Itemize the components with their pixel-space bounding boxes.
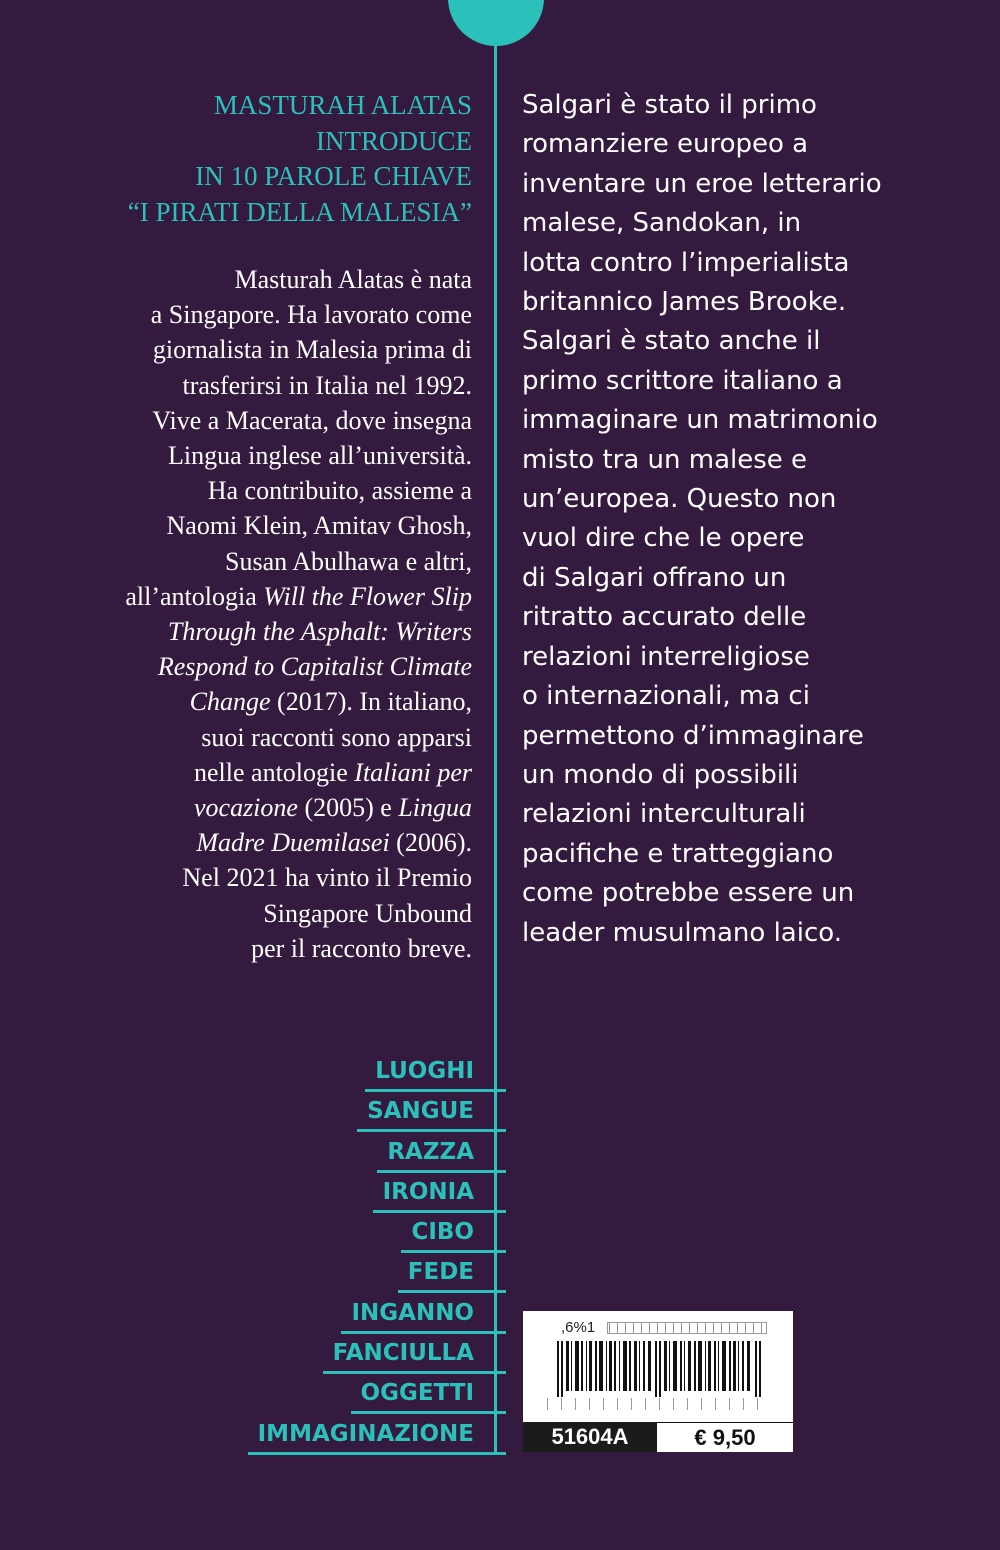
bio-line: a Singapore. Ha lavorato come [150, 300, 472, 330]
description-line: pacifiche e tratteggiano [522, 838, 834, 869]
book-title: Lingua [398, 793, 472, 823]
isbn-prefix: ,6%1 [561, 1319, 596, 1336]
keyword-label: CIBO [401, 1213, 506, 1253]
keyword-label: LUOGHI [365, 1052, 506, 1092]
isbn-digits-placeholder [607, 1322, 767, 1334]
bio-text: nelle antologie [194, 757, 355, 787]
description-line: o internazionali, ma ci [522, 681, 810, 712]
bio-line [60, 755, 472, 790]
bio-line: per il racconto breve. [251, 933, 472, 963]
bio-line [60, 825, 472, 860]
description-line: ritratto accurato delle [522, 602, 807, 633]
description-line: relazioni interreligiose [522, 641, 810, 672]
description-line: permettono d’immaginare [522, 720, 864, 751]
bio-line [60, 579, 472, 614]
keyword-label: IRONIA [373, 1173, 506, 1213]
book-title: Through the Asphalt: Writers [167, 617, 472, 647]
title-block [90, 88, 472, 230]
bio-line: Vive a Macerata, dove insegna [152, 405, 472, 435]
keyword-item [196, 1253, 496, 1293]
barcode-bars-icon [557, 1341, 763, 1397]
keyword-label: OGGETTI [351, 1374, 506, 1414]
title-line: INTRODUCE [316, 125, 472, 156]
bio-line: Masturah Alatas è nata [234, 265, 472, 294]
bio-text: (2017). In italiano, [270, 687, 472, 717]
bio-text: (2005) e [297, 793, 399, 823]
description-line: lotta contro l’imperialista [522, 247, 850, 278]
book-title: Italiani per [354, 757, 472, 787]
keyword-label: IMMAGINAZIONE [248, 1415, 506, 1455]
description-line: relazioni interculturali [522, 799, 806, 830]
description-line: romanziere europeo a [522, 129, 809, 160]
bio-line: suoi racconti sono apparsi [201, 722, 472, 752]
description-line: leader musulmano laico. [522, 917, 842, 948]
description-line: di Salgari offrano un [522, 562, 787, 593]
description-line: primo scrittore italiano a [522, 365, 843, 396]
bio-line [60, 684, 472, 719]
bio-line: Ha contribuito, assieme a [207, 476, 472, 506]
bio-line: Singapore Unbound [263, 898, 472, 928]
keyword-item [196, 1133, 496, 1173]
description-line: vuol dire che le opere [522, 523, 805, 554]
description-line: un’europea. Questo non [522, 484, 837, 515]
description-line: un mondo di possibili [522, 759, 799, 790]
keyword-item [196, 1052, 496, 1092]
bio-text: all’antologia [125, 581, 264, 611]
bio-line [60, 649, 472, 684]
description-line: malese, Sandokan, in [522, 208, 802, 239]
book-title: Will the Flower Slip [263, 581, 472, 611]
keyword-label: SANGUE [357, 1092, 506, 1132]
bio-line: Nel 2021 ha vinto il Premio [182, 863, 472, 893]
description-line: immaginare un matrimonio [522, 405, 878, 436]
keyword-item [196, 1415, 496, 1455]
keyword-item [196, 1294, 496, 1334]
author-bio [60, 262, 472, 966]
keyword-item [196, 1374, 496, 1414]
description-line: Salgari è stato il primo [522, 90, 817, 120]
barcode-panel [523, 1311, 793, 1452]
keyword-item [196, 1092, 496, 1132]
bio-line [60, 614, 472, 649]
keyword-item [196, 1213, 496, 1253]
book-title: Madre Duemilasei [196, 828, 390, 858]
keyword-label: RAZZA [377, 1133, 506, 1173]
bio-line: giornalista in Malesia prima di [152, 335, 472, 365]
title-line: IN 10 PAROLE CHIAVE [195, 161, 472, 191]
bio-line: Lingua inglese all’università. [168, 441, 472, 471]
price-label: € 9,50 [657, 1422, 793, 1452]
book-title: Change [189, 687, 271, 717]
keyword-item [196, 1334, 496, 1374]
keyword-label: FEDE [398, 1253, 506, 1293]
book-title: vocazione [193, 793, 298, 823]
description-line: inventare un eroe letterario [522, 168, 882, 199]
barcode-digits-placeholder [545, 1398, 770, 1410]
keyword-label: INGANNO [341, 1294, 506, 1334]
title-line: “I PIRATI DELLA MALESIA” [127, 196, 472, 227]
bio-line: Naomi Klein, Amitav Ghosh, [166, 511, 472, 541]
bio-line: Susan Abulhawa e altri, [225, 546, 472, 576]
description-line: Salgari è stato anche il [522, 326, 821, 357]
book-description [522, 86, 962, 953]
book-title: Respond to Capitalist Climate [157, 652, 472, 682]
keyword-list [196, 1052, 496, 1455]
bio-line: trasferirsi in Italia nel 1992. [182, 370, 472, 400]
keyword-label: FANCIULLA [323, 1334, 506, 1374]
bio-line [60, 790, 472, 825]
bio-text: (2006). [389, 828, 472, 858]
description-line: britannico James Brooke. [522, 287, 847, 318]
product-code: 51604A [523, 1422, 657, 1452]
description-line: misto tra un malese e [522, 444, 808, 475]
keyword-item [196, 1173, 496, 1213]
description-line: come potrebbe essere un [522, 878, 855, 909]
title-line: MASTURAH ALATAS [213, 90, 472, 120]
